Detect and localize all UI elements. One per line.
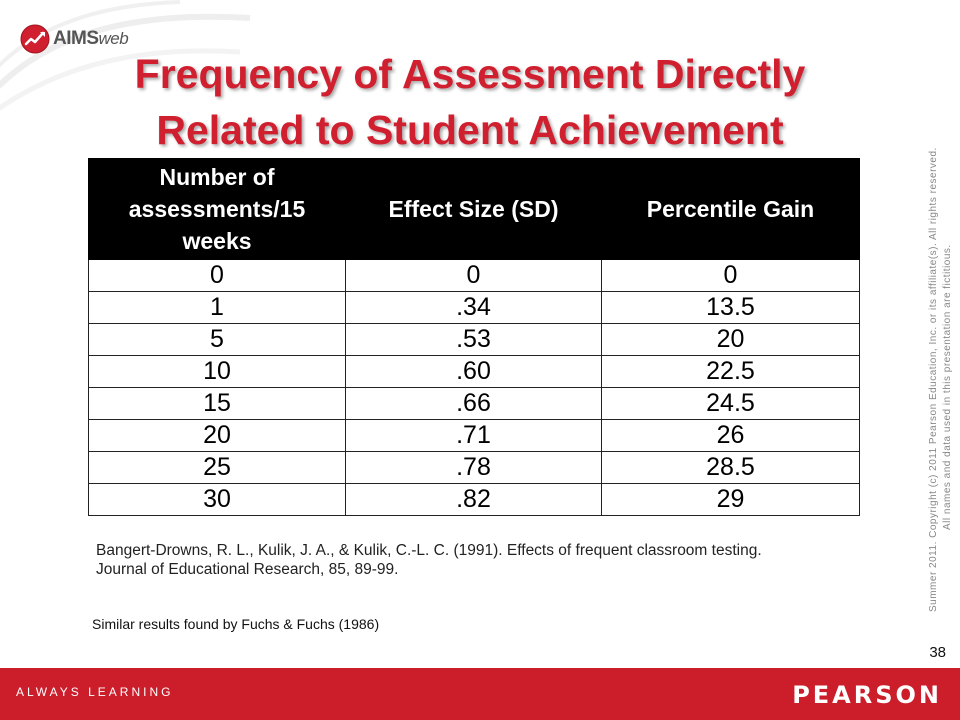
table-row [89,484,860,516]
cell-assessments: 1 [89,292,346,324]
copyright-line-1: Summer 2011. Copyright (c) 2011 Pearson Education, Inc. or its affiliate(s). All rights reserved. [928,147,939,612]
slide-title-line-2: Related to Student Achievement [156,107,784,153]
cell-assessments: 20 [89,420,346,452]
cell-assessments: 10 [89,356,346,388]
cell-percentile-gain: 28.5 [602,452,860,484]
aimsweb-logo-text: AIMSweb [53,28,129,49]
cell-percentile-gain: 13.5 [602,292,860,324]
cell-assessments: 5 [89,324,346,356]
header-percentile-gain: Percentile Gain [602,159,860,260]
assessment-frequency-table [88,158,860,516]
table-header-row [89,159,860,260]
copyright-notice [927,72,955,612]
cell-percentile-gain: 29 [602,484,860,516]
cell-assessments: 25 [89,452,346,484]
cell-assessments: 0 [89,260,346,292]
cell-percentile-gain: 20 [602,324,860,356]
citation-line-2: Journal of Educational Research, 85, 89-99. [96,561,399,578]
cell-effect-size: .82 [346,484,602,516]
cell-effect-size: .71 [346,420,602,452]
footnote: Similar results found by Fuchs & Fuchs (1986) [92,616,380,632]
page-number: 38 [929,644,946,661]
cell-effect-size: 0 [346,260,602,292]
cell-assessments: 15 [89,388,346,420]
cell-percentile-gain: 0 [602,260,860,292]
cell-effect-size: .34 [346,292,602,324]
table-row [89,452,860,484]
table-row [89,324,860,356]
table-row [89,260,860,292]
footer-bar [0,668,960,720]
cell-percentile-gain: 24.5 [602,388,860,420]
table-row [89,356,860,388]
copyright-line-2: All names and data used in this presentation are fictitious. [942,244,953,530]
header-effect-size: Effect Size (SD) [346,159,602,260]
pearson-logo: PEARSON [792,681,942,709]
cell-effect-size: .78 [346,452,602,484]
cell-percentile-gain: 26 [602,420,860,452]
cell-percentile-gain: 22.5 [602,356,860,388]
cell-effect-size: .60 [346,356,602,388]
header-number-of-assessments: Number of assessments/15 weeks [89,159,346,260]
slide-title [40,46,900,158]
cell-effect-size: .66 [346,388,602,420]
cell-effect-size: .53 [346,324,602,356]
slide-title-line-1: Frequency of Assessment Directly [134,51,806,97]
citation [96,541,866,579]
cell-assessments: 30 [89,484,346,516]
table-row [89,420,860,452]
footer-tagline: ALWAYS LEARNING [16,685,174,699]
citation-line-1: Bangert-Drowns, R. L., Kulik, J. A., & Kulik, C.-L. C. (1991). Effects of frequent classroom testing. [96,542,762,559]
table-row [89,292,860,324]
table-row [89,388,860,420]
